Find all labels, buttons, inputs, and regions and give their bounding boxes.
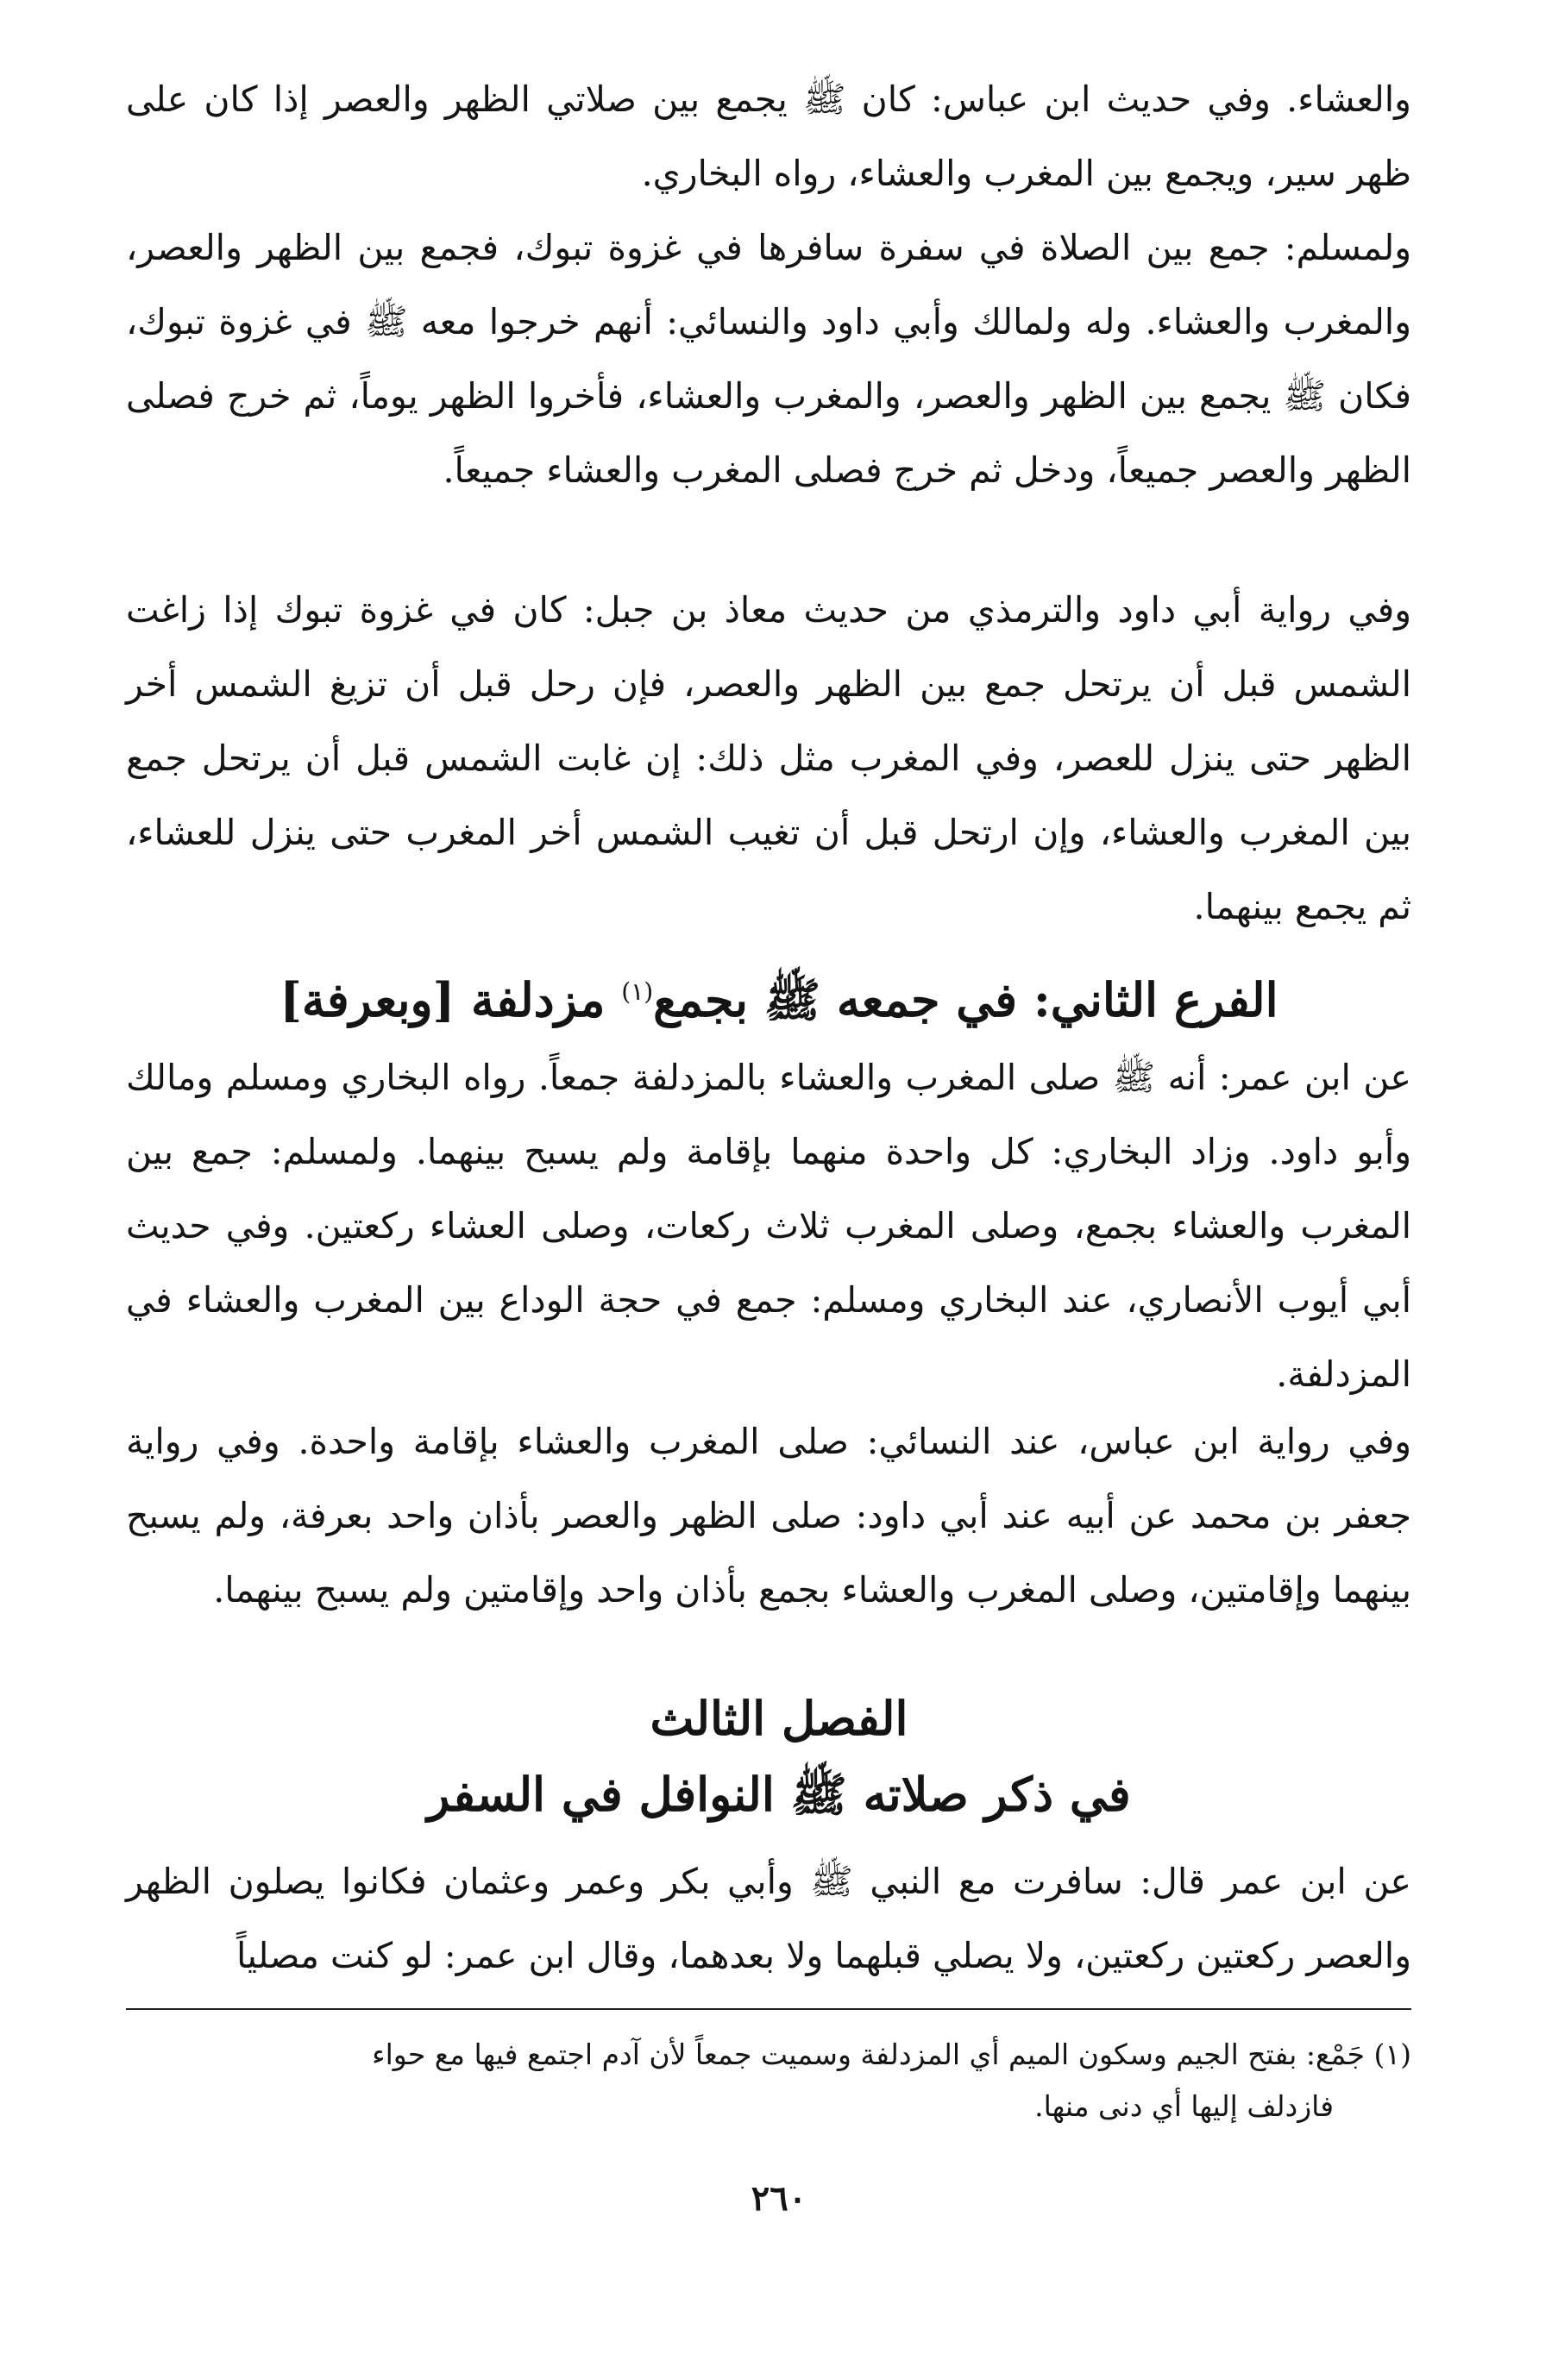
page-number: ٢٦٠ [751,2178,807,2219]
branch-title-start: الفرع الثاني: في جمعه ﷺ بجمع [653,972,1278,1027]
paragraph: وفي رواية ابن عباس، عند النسائي: صلى المغرب والعشاء بإقامة واحدة. وفي رواية جعفر بن محمد عن أبيه عند أبي داود: صلى الظهر والعصر بأذان واحد بعرفة، ولم يسبح بينهما وإقامتين، وصلى المغرب والعشاء بجمع بأذان واحد وإقامتين ولم يسبح بينهما. [126,1421,1411,1611]
paragraph: عن ابن عمر قال: سافرت مع النبي ﷺ وأبي بكر وعمر وعثمان فكانوا يصلون الظهر والعصر ركعتين ركعتين، ولا يصلي قبلهما ولا بعدهما، وقال ابن عمر: لو كنت مصلياً [126,1861,1411,1976]
paragraph: ولمسلم: جمع بين الصلاة في سفرة سافرها في غزوة تبوك، فجمع بين الظهر والعصر، والمغرب والعشاء. وله ولمالك وأبي داود والنسائي: أنهم خرجوا معه ﷺ في غزوة تبوك، فكان ﷺ يجمع بين الظهر والعصر، والمغرب والعشاء، فأخروا الظهر يوماً، ثم خرج فصلى الظهر والعصر جميعاً، ودخل ثم خرج فصلى المغرب والعشاء جميعاً. [126,227,1411,491]
footnote [126,2029,1411,2132]
paragraph-block-5 [126,1404,1411,1627]
paragraph-block-1 [126,62,1411,210]
branch-heading [0,958,1558,1034]
paragraph-block-2 [126,210,1411,507]
paragraph: عن ابن عمر: أنه ﷺ صلى المغرب والعشاء بالمزدلفة جمعاً. رواه البخاري ومسلم ومالك وأبو داود. وزاد البخاري: كل واحدة منهما بإقامة ولم يسبح بينهما. ولمسلم: جمع بين المغرب والعشاء بجمع، وصلى المغرب ثلاث ركعات، وصلى العشاء ركعتين. وفي حديث أبي أيوب الأنصاري، عند البخاري ومسلم: جمع في حجة الوداع بين المغرب والعشاء في المزدلفة. [126,1057,1411,1395]
footnote-reference: (١) [621,977,654,1006]
paragraph-block-3 [126,573,1411,944]
footnote-divider [126,2008,1411,2010]
chapter-subtitle: في ذكر صلاته ﷺ النوافل في السفر [427,1767,1131,1822]
paragraph: وفي رواية أبي داود والترمذي من حديث معاذ بن جبل: كان في غزوة تبوك إذا زاغت الشمس قبل أن يرتحل جمع بين الظهر والعصر، فإن رحل قبل أن تزيغ الشمس أخر الظهر حتى ينزل للعصر، وفي المغرب مثل ذلك: إن غابت الشمس قبل أن يرتحل جمع بين المغرب والعشاء، وإن ارتحل قبل أن تغيب الشمس أخر المغرب حتى ينزل للعشاء، ثم يجمع بينهما. [126,589,1411,927]
chapter-title: الفصل الثالث [650,1691,908,1746]
footnote-line: (١) جَمْع: بفتح الجيم وسكون الميم أي المزدلفة وسميت جمعاً لأن آدم اجتمع فيها مع حواء [372,2038,1411,2071]
paragraph: والعشاء. وفي حديث ابن عباس: كان ﷺ يجمع بين صلاتي الظهر والعصر إذا كان على ظهر سير، ويجمع بين المغرب والعشاء، رواه البخاري. [126,78,1411,194]
footnote-line: فازدلف إليها أي دنى منها. [1034,2089,1334,2123]
paragraph-block-6 [126,1844,1411,1993]
branch-title-end: مزدلفة [وبعرفة] [280,972,622,1027]
paragraph-block-4 [126,1040,1411,1411]
